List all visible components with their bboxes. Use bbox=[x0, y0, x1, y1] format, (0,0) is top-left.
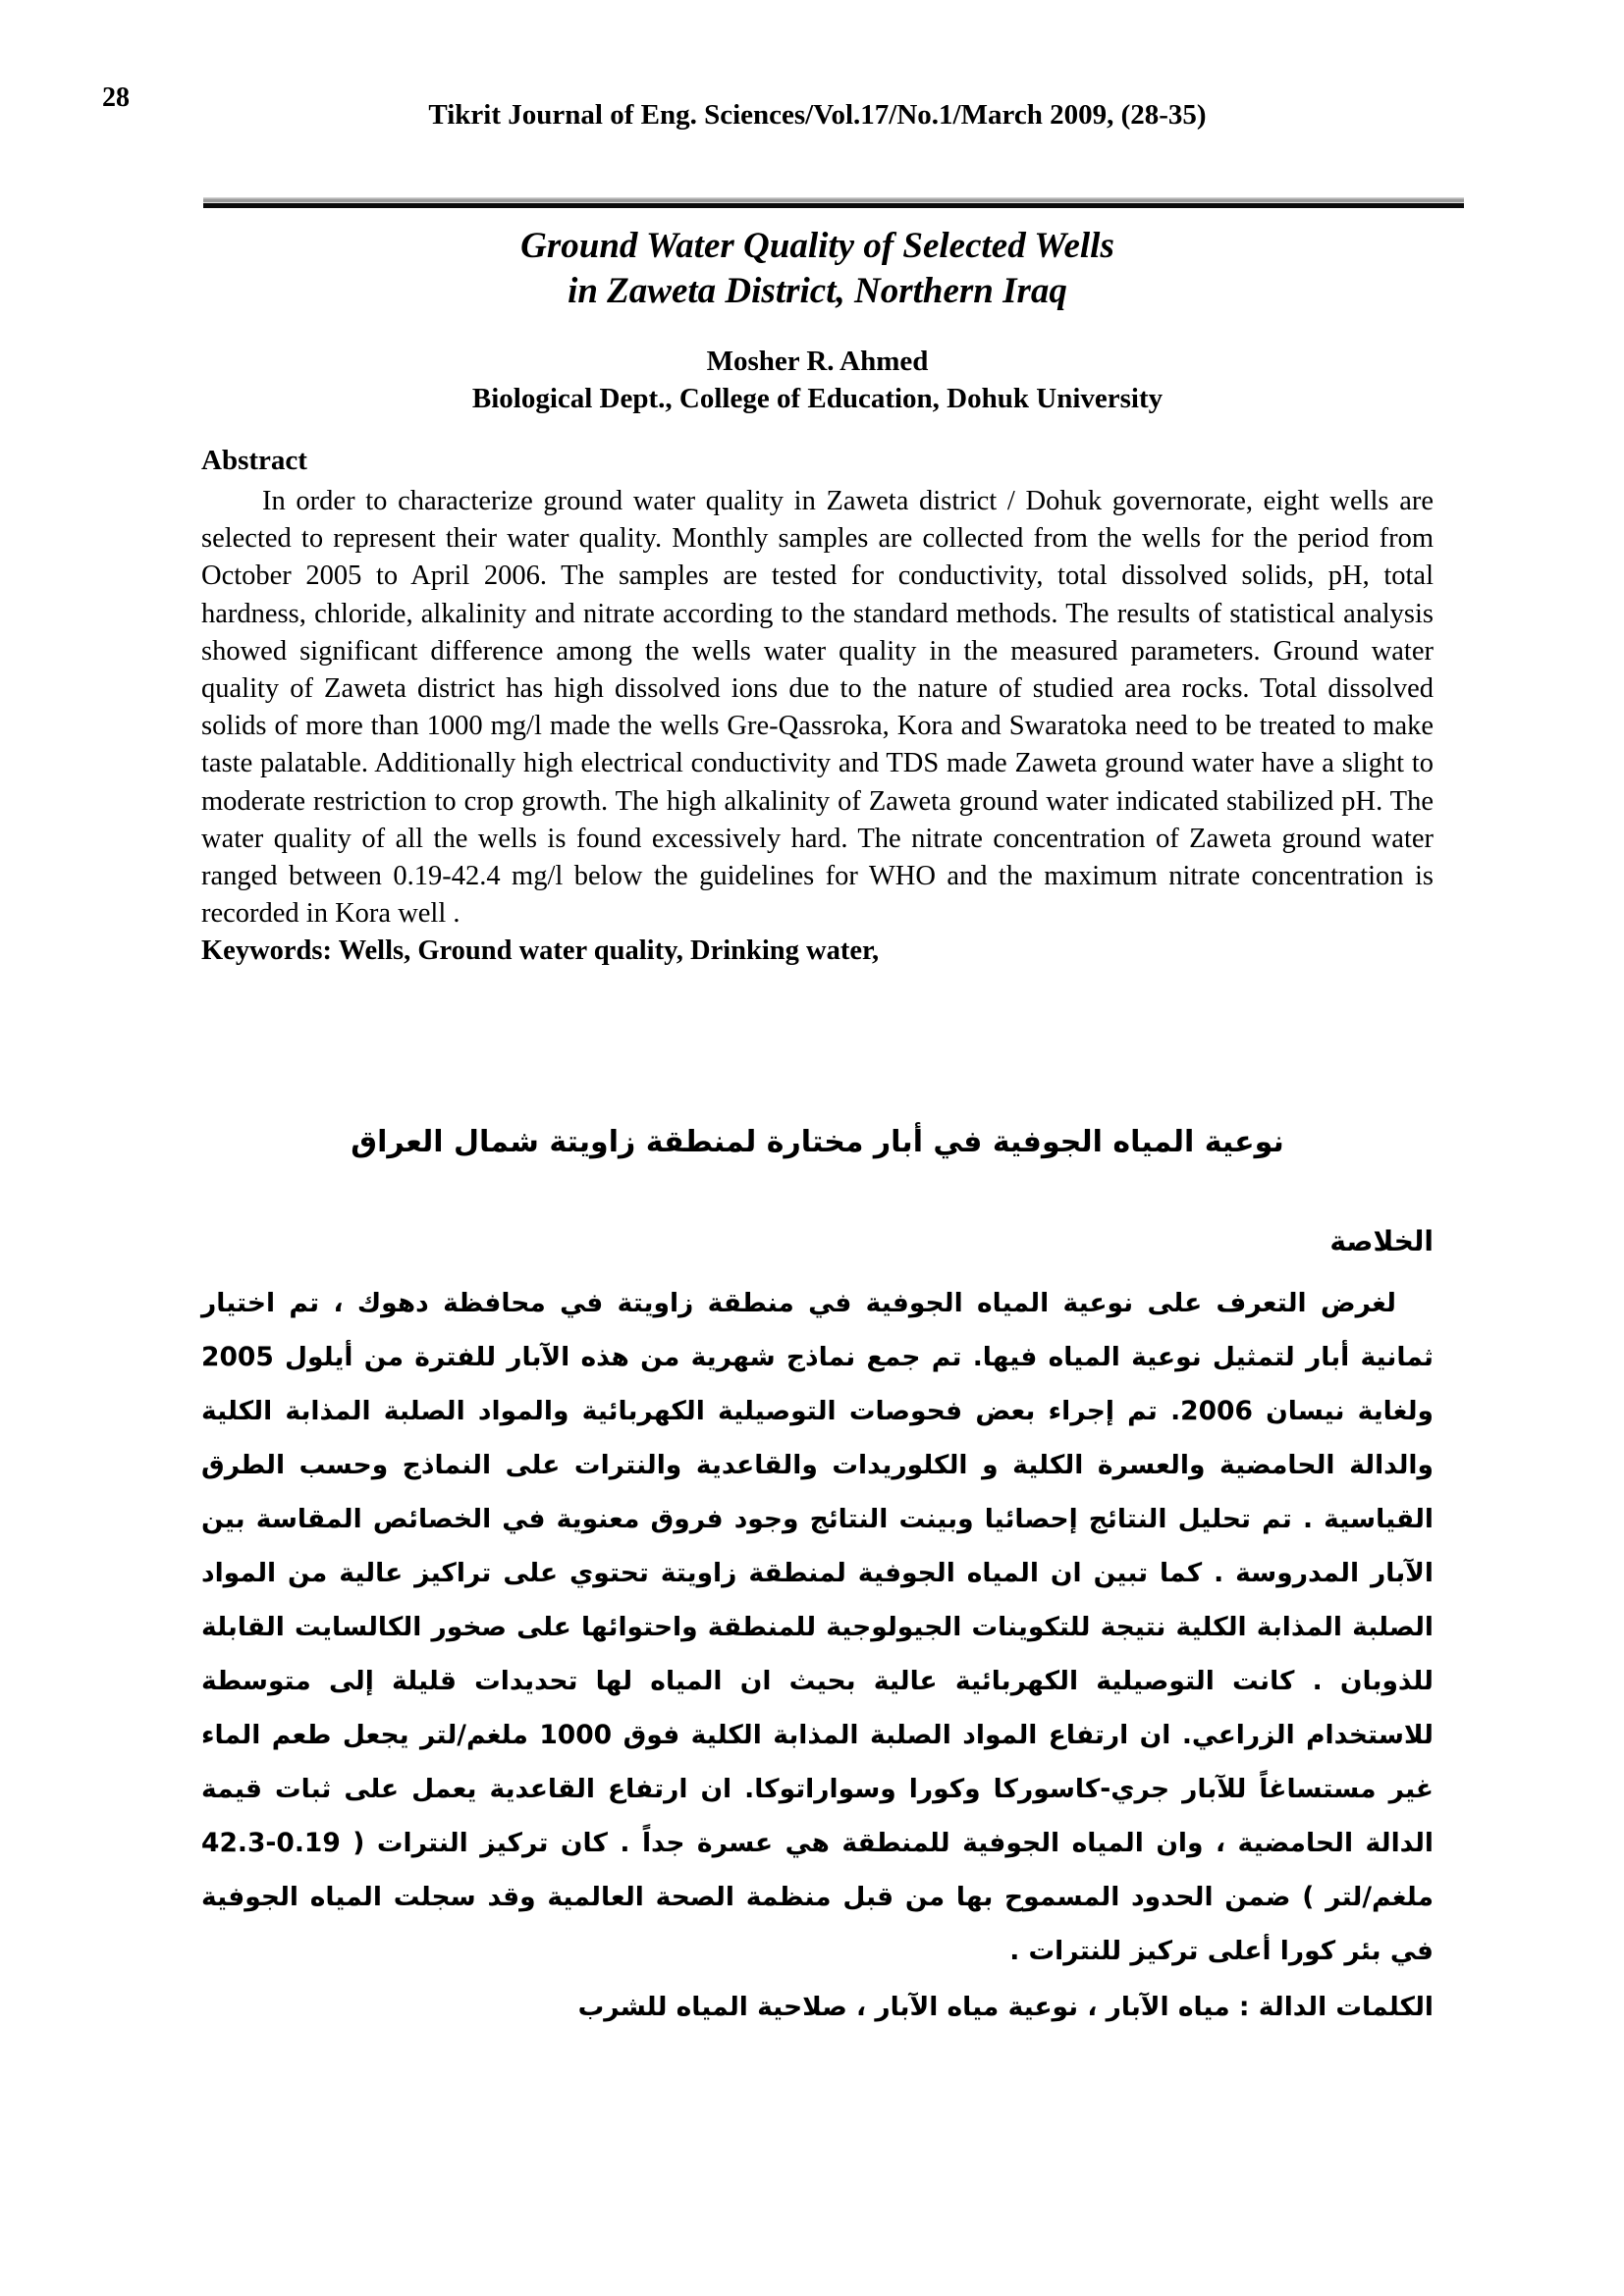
header-rule-divider bbox=[203, 197, 1464, 208]
arabic-abstract-heading: الخلاصة bbox=[1329, 1225, 1434, 1257]
article-title-line2: in Zaweta District, Northern Iraq bbox=[568, 271, 1067, 311]
arabic-title: نوعية المياه الجوفية في أبار مختارة لمنطقة زاويتة شمال العراق bbox=[351, 1125, 1284, 1159]
article-title bbox=[201, 224, 1434, 314]
abstract-section bbox=[201, 442, 1434, 971]
abstract-paragraph: In order to characterize ground water quality in Zaweta district / Dohuk governorate, eight wells are selected to represent their water quality. Monthly samples are collected from the wells for the period from October 2005 to April 2006. The samples are tested for conductivity, total dissolved solids, pH, total hardness, chloride, alkalinity and nitrate according to the standard methods. The results of statistical analysis showed significant difference among the wells water quality in the measured parameters. Ground water quality of Zaweta district has high dissolved ions due to the nature of studied area rocks. Total dissolved solids of more than 1000 mg/l made the wells Gre-Qassroka, Kora and Swaratoka need to be treated to make taste palatable. Additionally high electrical conductivity and TDS made Zaweta ground water have a slight to moderate restriction to crop growth. The high alkalinity of Zaweta ground water indicated stabilized pH. The water quality of all the wells is found excessively hard. The nitrate concentration of Zaweta ground water ranged between 0.19-42.4 mg/l below the guidelines for WHO and the maximum nitrate concentration is recorded in Kora well . bbox=[201, 486, 1434, 930]
abstract-heading: Abstract bbox=[201, 445, 307, 476]
author-name: Mosher R. Ahmed bbox=[706, 346, 929, 377]
arabic-keywords: الكلمات الدالة : مياه الآبار ، نوعية مياه الآبار ، صلاحية المياه للشرب bbox=[577, 1992, 1434, 2022]
abstract-keywords: Keywords: Wells, Ground water quality, Drinking water, bbox=[201, 935, 880, 967]
author-affiliation: Biological Dept., College of Education, Dohuk University bbox=[471, 383, 1164, 414]
byline bbox=[201, 343, 1434, 417]
page-number: 28 bbox=[102, 82, 130, 113]
journal-header: Tikrit Journal of Eng. Sciences/Vol.17/No.1/March 2009, (28-35) bbox=[428, 99, 1207, 131]
arabic-abstract-section bbox=[201, 1276, 1434, 2034]
arabic-abstract-paragraph: لغرض التعرف على نوعية المياه الجوفية في منطقة زاويتة في محافظة دهوك ، تم اختيار ثمانية أبار لتمثيل نوعية المياه فيها. تم جمع نماذج شهرية من هذه الآبار للفترة من أيلول 2005 ولغاية نيسان 2006. تم إجراء بعض فحوصات التوصيلية الكهربائية والمواد الصلبة المذابة الكلية والدالة الحامضية والعسرة الكلية و الكلوريدات والقاعدية والنترات على النماذج وحسب الطرق القياسية . تم تحليل النتائج إحصائيا وبينت النتائج وجود فروق معنوية في الخصائص المقاسة بين الآبار المدروسة . كما تبين ان المياه الجوفية لمنطقة زاويتة تحتوي على تراكيز عالية من المواد الصلبة المذابة الكلية نتيجة للتكوينات الجيولوجية للمنطقة واحتوائها على صخور الكالسايت القابلة للذوبان . كانت التوصيلية الكهربائية عالية بحيث ان المياه لها تحديدات قليلة إلى متوسطة للاستخدام الزراعي. ان ارتفاع المواد الصلبة المذابة الكلية فوق 1000 ملغم/لتر يجعل طعم الماء غير مستساغاً للآبار جري-كاسوركا وكورا وسواراتوكا. ان ارتفاع القاعدية يعمل على ثبات قيمة الدالة الحامضية ، وان المياه الجوفية للمنطقة هي عسرة جداً . كان تركيز النترات ( 0.19-42.3 ملغم/لتر ) ضمن الحدود المسموح بها من قبل منظمة الصحة العالمية وقد سجلت المياه الجوفية في بئر كورا أعلى تركيز للنترات . bbox=[201, 1288, 1434, 1966]
article-title-line1: Ground Water Quality of Selected Wells bbox=[520, 226, 1114, 266]
